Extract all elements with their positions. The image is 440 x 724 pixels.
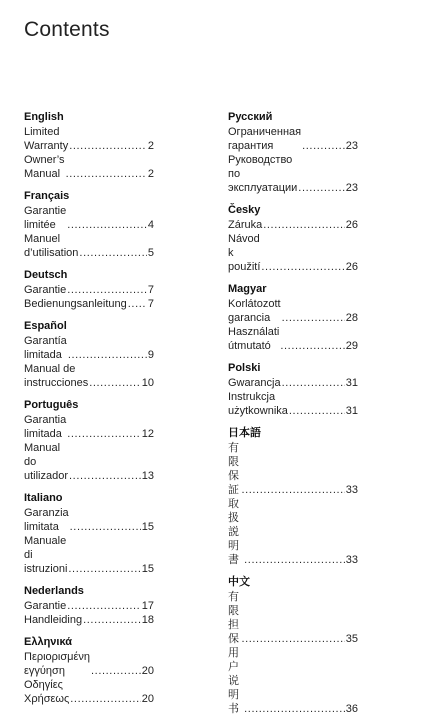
language-heading: English <box>24 111 64 123</box>
toc-entry-label: Használati útmutató <box>228 326 280 352</box>
dot-leader <box>263 218 345 232</box>
language-section <box>228 361 358 418</box>
toc-entry-label: Manual do utilizador <box>24 442 69 482</box>
language-section <box>24 635 154 706</box>
language-section <box>228 575 358 716</box>
toc-entry[interactable] <box>228 232 358 274</box>
toc-entry[interactable] <box>228 153 358 195</box>
toc-entry[interactable] <box>24 334 154 362</box>
toc-entry[interactable] <box>228 441 358 497</box>
language-section <box>228 426 358 567</box>
dot-leader <box>89 376 141 390</box>
toc-page-number: 29 <box>345 340 358 352</box>
toc-entry[interactable] <box>228 590 358 646</box>
toc-page-number: 7 <box>147 284 154 296</box>
language-heading: Italiano <box>24 492 63 504</box>
dot-leader <box>68 348 147 362</box>
toc-page-number: 2 <box>147 168 154 180</box>
dot-leader <box>91 664 141 678</box>
toc-entry[interactable] <box>24 297 154 311</box>
toc-entry-label: Руководство по эксплуатации <box>228 154 298 194</box>
toc-entry[interactable] <box>228 376 358 390</box>
toc-entry[interactable] <box>24 232 154 260</box>
toc-entry[interactable] <box>24 283 154 297</box>
toc-entry[interactable] <box>228 297 358 325</box>
language-heading: Deutsch <box>24 269 68 281</box>
toc-page-number: 23 <box>345 140 358 152</box>
toc-entry-label: Korlátozott garancia <box>228 298 281 324</box>
toc-entry[interactable] <box>228 125 358 153</box>
toc-entry-label: Garantia limitada <box>24 414 67 440</box>
dot-leader <box>67 283 147 297</box>
language-heading: Português <box>24 399 79 411</box>
toc-entry-label: Garantie <box>24 284 67 296</box>
toc-entry[interactable] <box>24 506 154 534</box>
dot-leader <box>79 246 146 260</box>
toc-entry[interactable] <box>228 325 358 353</box>
language-section <box>24 189 154 260</box>
contents-column-left <box>24 110 154 714</box>
language-heading: 中文 <box>228 576 250 588</box>
toc-page-number: 2 <box>147 140 154 152</box>
toc-entry-label: Manuel d’utilisation <box>24 233 79 259</box>
language-heading: Français <box>24 190 70 202</box>
dot-leader <box>302 139 345 153</box>
toc-entry-label: Manual de instrucciones <box>24 363 89 389</box>
toc-entry-label: Garantía limitada <box>24 335 67 361</box>
language-heading: Polski <box>228 362 261 374</box>
toc-entry[interactable] <box>228 497 358 567</box>
toc-entry-label: Záruka <box>228 219 263 231</box>
dot-leader <box>289 404 345 418</box>
toc-page-number: 33 <box>345 554 358 566</box>
dot-leader <box>67 218 147 232</box>
dot-leader <box>128 297 147 311</box>
dot-leader <box>68 562 140 576</box>
toc-page-number: 4 <box>147 219 154 231</box>
toc-entry[interactable] <box>24 204 154 232</box>
contents-column-right <box>228 110 358 724</box>
language-section <box>24 491 154 576</box>
toc-entry[interactable] <box>24 153 154 181</box>
toc-entry[interactable] <box>24 599 154 613</box>
toc-page-number: 20 <box>141 665 154 677</box>
toc-page-number: 33 <box>345 484 358 496</box>
toc-entry[interactable] <box>24 362 154 390</box>
dot-leader <box>67 599 141 613</box>
language-section <box>24 584 154 627</box>
toc-page-number: 5 <box>147 247 154 259</box>
dot-leader <box>261 260 344 274</box>
toc-entry-label: Οδηγίες Χρήσεως <box>24 679 70 705</box>
language-section <box>24 398 154 483</box>
dot-leader <box>70 692 140 706</box>
toc-entry[interactable] <box>228 646 358 716</box>
toc-entry-label: 取扱説明書 <box>228 498 239 566</box>
language-heading: Ελληνικά <box>24 636 72 648</box>
toc-entry-label: Limited Warranty <box>24 126 69 152</box>
toc-entry[interactable] <box>24 678 154 706</box>
toc-entry-label: 有限保証 <box>228 442 239 496</box>
toc-page-number: 15 <box>141 563 154 575</box>
language-section <box>24 319 154 390</box>
toc-entry[interactable] <box>228 218 358 232</box>
dot-leader <box>241 632 344 646</box>
toc-entry[interactable] <box>24 613 154 627</box>
toc-page-number: 18 <box>141 614 154 626</box>
toc-entry-label: Owner’s Manual <box>24 154 65 180</box>
toc-page-number: 7 <box>147 298 154 310</box>
language-heading: Español <box>24 320 67 332</box>
toc-entry[interactable] <box>24 413 154 441</box>
language-section <box>228 282 358 353</box>
toc-page-number: 17 <box>141 600 154 612</box>
dot-leader <box>67 427 141 441</box>
language-heading: Русский <box>228 111 273 123</box>
language-section <box>24 268 154 311</box>
dot-leader <box>244 702 345 716</box>
toc-entry-label: Návod k použití <box>228 233 261 273</box>
toc-page-number: 26 <box>345 219 358 231</box>
dot-leader <box>244 553 345 567</box>
toc-page-number: 23 <box>345 182 358 194</box>
toc-entry-label: Manuale di istruzioni <box>24 535 68 575</box>
toc-page-number: 20 <box>141 693 154 705</box>
dot-leader <box>69 469 141 483</box>
toc-entry-label: Handleiding <box>24 614 83 626</box>
toc-entry-label: Περιορισμένη εγγύηση <box>24 651 91 677</box>
toc-entry[interactable] <box>24 650 154 678</box>
toc-page-number: 36 <box>345 703 358 715</box>
toc-page-number: 28 <box>345 312 358 324</box>
toc-page-number: 31 <box>345 377 358 389</box>
toc-entry-label: Instrukcja użytkownika <box>228 391 288 417</box>
language-section <box>228 203 358 274</box>
dot-leader <box>70 520 141 534</box>
dot-leader <box>298 181 344 195</box>
language-heading: 日本語 <box>228 427 261 439</box>
language-heading: Magyar <box>228 283 267 295</box>
toc-entry[interactable] <box>228 390 358 418</box>
toc-entry[interactable] <box>24 441 154 483</box>
toc-page-number: 35 <box>345 633 358 645</box>
language-heading: Nederlands <box>24 585 84 597</box>
toc-entry-label: Garanzia limitata <box>24 507 69 533</box>
dot-leader <box>83 613 141 627</box>
toc-entry[interactable] <box>24 534 154 576</box>
toc-page-number: 12 <box>141 428 154 440</box>
toc-page-number: 13 <box>141 470 154 482</box>
language-section <box>24 110 154 181</box>
toc-entry-label: 用户说明书 <box>228 647 239 715</box>
toc-entry-label: Ограниченная гарантия <box>228 126 302 152</box>
dot-leader <box>282 311 345 325</box>
toc-entry-label: Bedienungsanleitung <box>24 298 127 310</box>
toc-entry-label: Gwarancja <box>228 377 281 389</box>
toc-page-number: 15 <box>141 521 154 533</box>
toc-entry[interactable] <box>24 125 154 153</box>
toc-page-number: 9 <box>147 349 154 361</box>
dot-leader <box>69 139 147 153</box>
dot-leader <box>241 483 344 497</box>
toc-page-number: 26 <box>345 261 358 273</box>
dot-leader <box>282 376 345 390</box>
toc-page-number: 31 <box>345 405 358 417</box>
dot-leader <box>66 167 147 181</box>
toc-entry-label: Garantie limitée <box>24 205 67 231</box>
toc-page-number: 10 <box>141 377 154 389</box>
toc-entry-label: Garantie <box>24 600 67 612</box>
page-title: Contents <box>24 18 110 41</box>
language-heading: Česky <box>228 204 261 216</box>
language-section <box>228 110 358 195</box>
toc-entry-label: 有限担保 <box>228 591 239 645</box>
dot-leader <box>280 339 344 353</box>
